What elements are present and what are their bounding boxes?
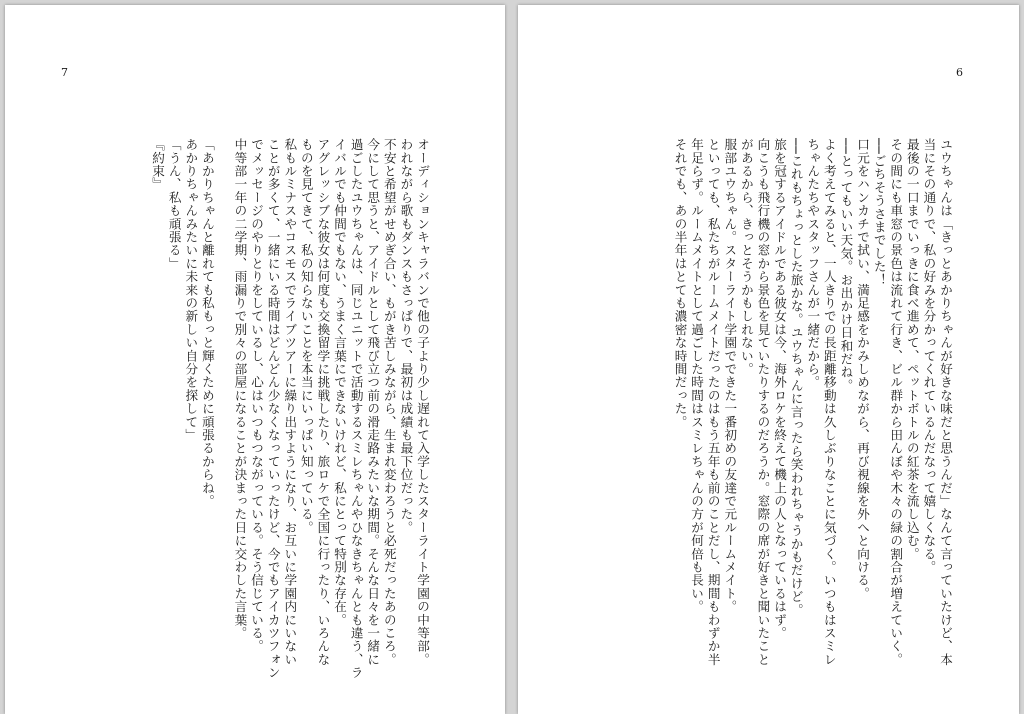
text-line: イバルでも仲間でもない、うまく言葉にできないけれど、私にとって特別な存在。 [332, 138, 348, 627]
right-page [518, 5, 1019, 714]
text-line: 向こうも飛行機の窓から景色を見ていたりするのだろうか。窓際の席が好きと聞いたこと [755, 138, 771, 666]
text-line: 旅を冠するアイドルである彼女は今、海外ロケを終えて機上の人となっているはず。 [772, 138, 788, 640]
text-line: オーディションキャラバンで他の子より少し遅れて入学したスターライト学園の中等部。 [415, 138, 430, 666]
text-line: といっても、私たちがルームメイトだったのはもう五年も前のことだし、期間もわずか半 [705, 138, 721, 666]
text-line: でメッセージのやりとりをしているし、心はいつもつながっている。そう信じている。 [249, 138, 265, 653]
text-line: 当にその通りで、私の好みを分かってくれているんだなって嬉しくなる。 [921, 138, 937, 574]
text-line: ものを見てきて、私の知らないことを本当にいっぱい知っている。 [298, 138, 314, 534]
text-line: われながら歌もダンスもさっぱりで、最初は成績も最下位だった。 [398, 138, 414, 534]
text-line: ちゃんたちやスタッフさんが一緒だから。 [805, 138, 821, 389]
text-line: 口元をハンカチで拭い、満足感をかみしめながら、再び視線を外へと向ける。 [855, 138, 871, 600]
text-line: ユウちゃんは「きっとあかりちゃんが好きな味だと思うんだ」なんて言っていたけど、本 [938, 138, 953, 666]
text-line: 中等部一年の二学期、雨漏りで別々の部屋になることが決まった日に交わした言葉。 [232, 138, 248, 640]
text-line: があるから、きっとそうかもしれない。 [738, 138, 754, 376]
text-line: よく考えてみると、一人きりでの長距離移動は久しぶりなことに気づく。いつもはスミレ [821, 138, 837, 666]
text-line: 今にして思うと、アイドルとして飛び立つ前の滑走路みたいな期間。そんな日々を一緒に [365, 138, 381, 666]
left-page [5, 5, 505, 714]
text-line: アグレッシブな彼女は何度も交換留学に挑戦したり、旅ロケで全国に行ったり、いろんな [315, 138, 331, 666]
body-text [149, 138, 431, 680]
quote-line: 「うん、私も頑張る」 [166, 138, 182, 270]
quote-line: あかりちゃんみたいに未来の新しい自分を探して」 [183, 138, 199, 442]
text-line: 不安と希望がせめぎ合い、もがき苦しみながら、生まれ変わろうと必死だったあのころ。 [381, 138, 397, 666]
page-number: 7 [61, 66, 68, 79]
text-line: その間にも車窓の景色は流れて行き、ビル群から田んぼや木々の緑の割合が増えていく。 [888, 138, 904, 666]
text-line: 過ごしたユウちゃんは、同じユニットで活動するスミレちゃんやひなきちゃんとも違う、ラ [348, 138, 364, 680]
text-line: 年足らず。ルームメイトとして過ごした時間はスミレちゃんの方が何倍も長い。 [689, 138, 705, 614]
text-line: それでも、あの半年はとても濃密な時間だった。 [672, 138, 688, 429]
text-line: ことが多くて、一緒にいる時間はどんどん少なくなっていったけど、今でもアイカツフォン [265, 138, 281, 680]
text-line: 私もルミナスやコスモスでライブツアーに繰り出すようになり、お互いに学園内にいない [282, 138, 298, 666]
text-line: 服部ユウちゃん。スターライト学園でできた一番初めの友達で元ルームメイト。 [722, 138, 738, 614]
text-line: ──とってもいい天気。お出かけ日和だね。 [838, 138, 854, 392]
quote-line: 『約束』 [150, 138, 166, 191]
quote-line: 「あかりちゃんと離れても私もっと輝くために頑張るからね。 [199, 138, 215, 508]
page-number: 6 [956, 66, 963, 79]
body-text [671, 138, 953, 666]
text-line: ──ごちそうさまでした！ [871, 138, 887, 287]
paragraph-gap [215, 138, 231, 658]
text-line: ──これもちょっとした旅かな。ユウちゃんに言ったら笑われちゃうかもだけど。 [788, 138, 804, 617]
text-line: 最後の一口までいっきに食べ進めて、ペットボトルの紅茶を流し込む。 [904, 138, 920, 561]
